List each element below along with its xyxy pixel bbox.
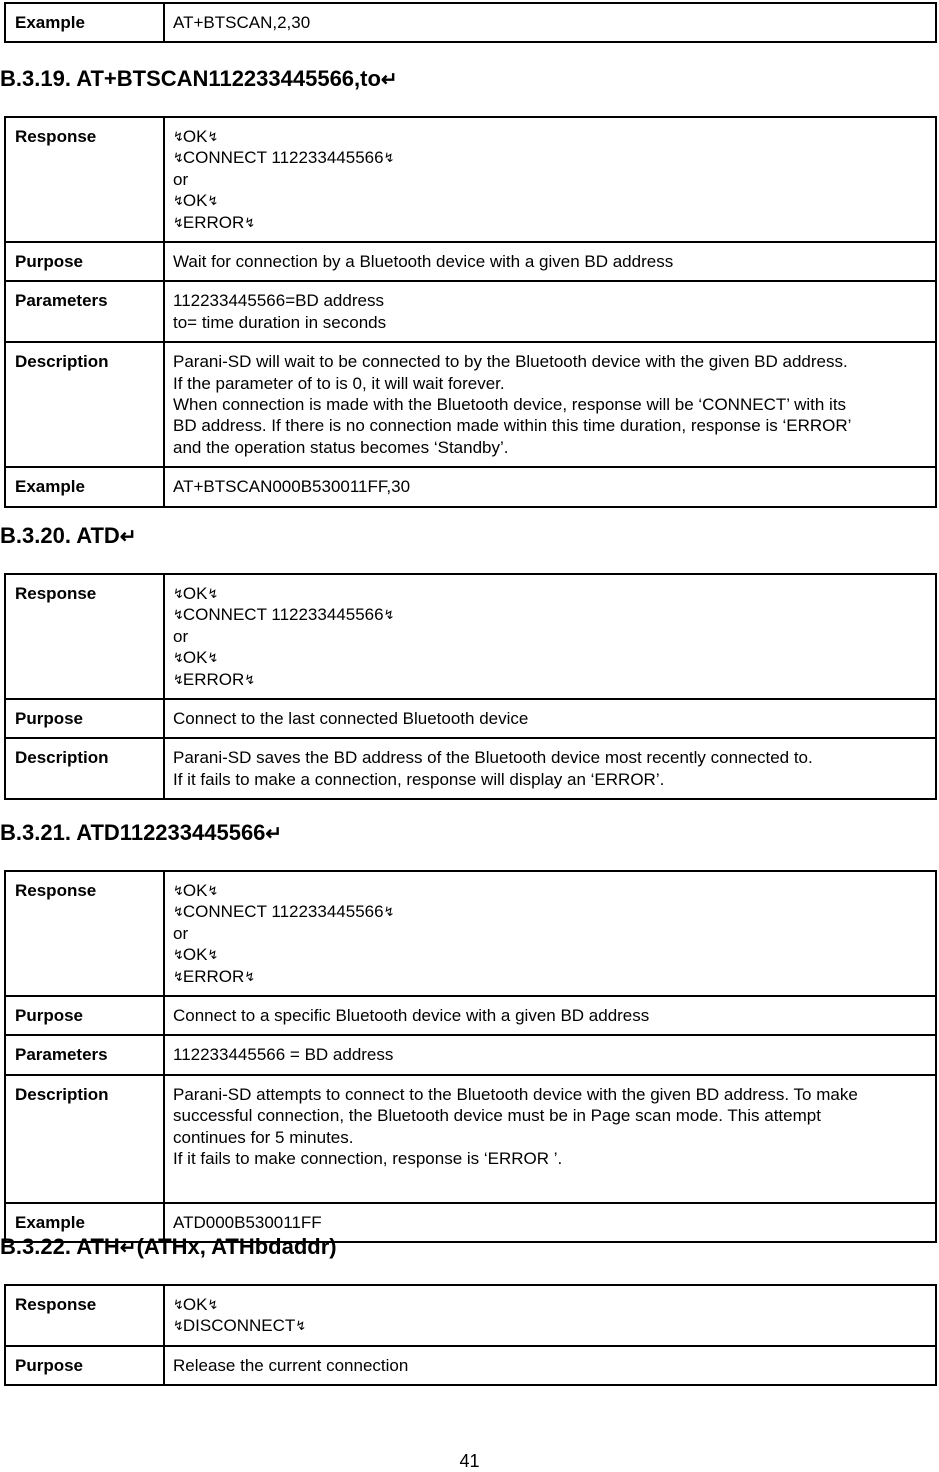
response-line	[173, 604, 927, 625]
response-line	[173, 647, 927, 668]
response-text: DISCONNECT	[182, 1316, 296, 1336]
value-line: Connect to a specific Bluetooth device with a given BD address	[173, 1006, 650, 1026]
cr-lf-open-icon: ↯	[173, 1318, 183, 1334]
table-row	[5, 871, 936, 996]
cr-lf-open-icon: ↯	[173, 193, 183, 209]
table-row	[5, 242, 936, 281]
row-value	[164, 574, 936, 699]
row-key: Purpose	[5, 699, 164, 738]
row-key: Purpose	[5, 996, 164, 1035]
value-line: If it fails to make connection, response is ‘ERROR ’.	[173, 1149, 563, 1169]
response-line	[173, 583, 927, 604]
cr-lf-close-icon: ↯	[244, 671, 255, 687]
cr-lf-close-icon: ↯	[207, 650, 218, 666]
cr-lf-open-icon: ↯	[173, 904, 183, 920]
response-text: or	[173, 923, 189, 943]
row-value	[164, 871, 936, 996]
row-value	[164, 1346, 936, 1385]
cr-lf-open-icon: ↯	[173, 1297, 183, 1312]
row-key: Purpose	[5, 1346, 164, 1385]
row-key: Parameters	[5, 281, 164, 342]
response-line	[173, 190, 927, 211]
cr-lf-close-icon: ↯	[207, 586, 218, 601]
value-line: successful connection, the Bluetooth device must be in Page scan mode. This attempt	[173, 1106, 821, 1126]
response-line	[173, 880, 927, 901]
row-key: Description	[5, 342, 164, 467]
response-line	[173, 1294, 927, 1315]
cr-lf-open-icon: ↯	[173, 586, 183, 601]
value-line: Connect to the last connected Bluetooth device	[173, 709, 529, 729]
response-line	[173, 212, 927, 233]
row-value	[164, 996, 936, 1035]
response-text: OK	[182, 127, 208, 146]
row-value	[164, 467, 936, 506]
cr-lf-close-icon: ↯	[244, 214, 255, 230]
top-spec-table	[4, 2, 937, 43]
response-line	[173, 1315, 927, 1336]
response-text: or	[173, 626, 189, 646]
spec-table-b3-21	[4, 870, 937, 1243]
row-key: Example	[5, 1203, 164, 1242]
cr-lf-close-icon: ↯	[244, 968, 255, 984]
row-key: Description	[5, 738, 164, 799]
response-text: OK	[182, 648, 208, 668]
value-line: When connection is made with the Bluetooth device, response will be ‘CONNECT’ with its	[173, 395, 847, 415]
row-value	[164, 117, 936, 242]
response-text: OK	[182, 191, 208, 211]
enter-icon: ↵	[119, 1237, 137, 1259]
section-title-b3-21: B.3.21. ATD112233445566↵	[0, 820, 283, 845]
cr-lf-open-icon: ↯	[173, 883, 183, 898]
value-line: If it fails to make a connection, response will display an ‘ERROR’.	[173, 769, 665, 789]
cr-lf-close-icon: ↯	[207, 947, 218, 963]
cr-lf-close-icon: ↯	[207, 129, 218, 144]
value-line: and the operation status becomes ‘Standby’.	[173, 437, 509, 457]
value-line: 112233445566 = BD address	[173, 1045, 394, 1065]
response-text: ERROR	[182, 669, 245, 689]
response-text: ERROR	[182, 212, 245, 232]
table-row	[5, 996, 936, 1035]
response-text: OK	[182, 881, 208, 900]
value-line: continues for 5 minutes.	[173, 1127, 354, 1147]
section-title-b3-22: B.3.22. ATH↵(ATHx, ATHbdaddr)	[0, 1234, 337, 1259]
value-line: If the parameter of to is 0, it will wait forever.	[173, 373, 505, 393]
cr-lf-close-icon: ↯	[207, 1297, 218, 1312]
cr-lf-close-icon: ↯	[383, 607, 394, 623]
row-key: Response	[5, 871, 164, 996]
row-value	[164, 3, 936, 42]
table-row	[5, 342, 936, 467]
value-line: AT+BTSCAN000B530011FF,30	[173, 477, 411, 497]
row-value	[164, 1075, 936, 1203]
table-row	[5, 281, 936, 342]
table-row	[5, 1035, 936, 1074]
row-value	[164, 1285, 936, 1346]
cr-lf-close-icon: ↯	[383, 150, 394, 166]
table-row	[5, 1075, 936, 1203]
row-key: Response	[5, 1285, 164, 1346]
page-number: 41	[459, 1451, 480, 1471]
row-value	[164, 1035, 936, 1074]
row-key: Example	[5, 467, 164, 506]
value-line: 112233445566=BD address	[173, 291, 384, 311]
table-row	[5, 738, 936, 799]
response-line	[173, 169, 927, 190]
cr-lf-close-icon: ↯	[295, 1318, 306, 1334]
cr-lf-open-icon: ↯	[173, 214, 183, 230]
table-row	[5, 117, 936, 242]
row-key: Purpose	[5, 242, 164, 281]
section-title-b3-19: B.3.19. AT+BTSCAN112233445566,to↵	[0, 66, 398, 91]
value-line: BD address. If there is no connection made within this time duration, response is ‘ERROR’	[173, 416, 852, 436]
row-value	[164, 738, 936, 799]
response-text: OK	[182, 584, 208, 603]
response-text: CONNECT 112233445566	[182, 148, 384, 168]
cr-lf-open-icon: ↯	[173, 650, 183, 666]
enter-icon: ↵	[380, 69, 398, 91]
table-row	[5, 467, 936, 506]
value-line: Parani-SD attempts to connect to the Bluetooth device with the given BD address. To make	[173, 1084, 858, 1104]
response-line	[173, 669, 927, 690]
row-key: Parameters	[5, 1035, 164, 1074]
response-line	[173, 626, 927, 647]
table-row	[5, 699, 936, 738]
value-line: Parani-SD saves the BD address of the Bluetooth device most recently connected to.	[173, 748, 813, 768]
value-line: Release the current connection	[173, 1355, 409, 1375]
response-line	[173, 126, 927, 147]
spec-table-b3-19	[4, 116, 937, 508]
response-text: OK	[182, 1295, 208, 1314]
response-line	[173, 944, 927, 965]
spec-table-b3-20	[4, 573, 937, 800]
cr-lf-open-icon: ↯	[173, 129, 183, 144]
row-key: Response	[5, 574, 164, 699]
response-text: or	[173, 169, 189, 189]
cr-lf-open-icon: ↯	[173, 947, 183, 963]
cr-lf-open-icon: ↯	[173, 671, 183, 687]
value-line: ATD000B530011FF	[173, 1212, 322, 1232]
table-row	[5, 1285, 936, 1346]
row-key: Description	[5, 1075, 164, 1203]
value-line: to= time duration in seconds	[173, 312, 387, 332]
response-line	[173, 147, 927, 168]
response-text: CONNECT 112233445566	[182, 902, 384, 922]
cr-lf-open-icon: ↯	[173, 607, 183, 623]
response-text: ERROR	[182, 966, 245, 986]
row-key: Response	[5, 117, 164, 242]
section-title-b3-20: B.3.20. ATD↵	[0, 523, 137, 548]
response-line	[173, 966, 927, 987]
value-line: Wait for connection by a Bluetooth device with a given BD address	[173, 252, 674, 272]
cr-lf-close-icon: ↯	[383, 904, 394, 920]
value-line: AT+BTSCAN,2,30	[173, 13, 311, 32]
enter-icon: ↵	[119, 526, 137, 548]
response-text: CONNECT 112233445566	[182, 605, 384, 625]
row-value	[164, 699, 936, 738]
row-value	[164, 242, 936, 281]
spec-table-b3-22	[4, 1284, 937, 1386]
cr-lf-open-icon: ↯	[173, 150, 183, 166]
response-line	[173, 901, 927, 922]
enter-icon: ↵	[265, 823, 283, 845]
response-text: OK	[182, 945, 208, 965]
cr-lf-open-icon: ↯	[173, 968, 183, 984]
cr-lf-close-icon: ↯	[207, 883, 218, 898]
cr-lf-close-icon: ↯	[207, 193, 218, 209]
row-value	[164, 342, 936, 467]
table-row	[5, 574, 936, 699]
row-key: Example	[5, 3, 164, 42]
table-row	[5, 3, 936, 42]
row-value	[164, 281, 936, 342]
table-row	[5, 1346, 936, 1385]
value-line: Parani-SD will wait to be connected to by the Bluetooth device with the given BD address.	[173, 352, 848, 372]
response-line	[173, 923, 927, 944]
